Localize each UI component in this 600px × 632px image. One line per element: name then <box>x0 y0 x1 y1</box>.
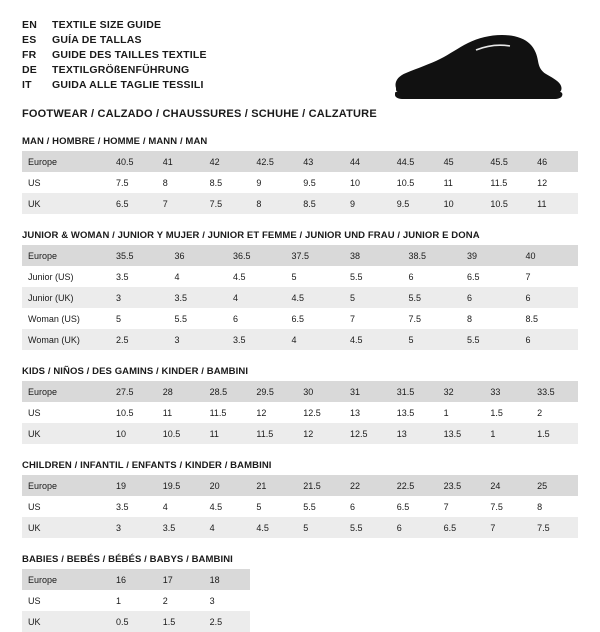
size-cell: 9 <box>344 193 391 214</box>
size-cell: 11 <box>531 193 578 214</box>
size-cell: 1.5 <box>157 611 204 632</box>
size-cell: 33 <box>484 381 531 402</box>
size-table <box>22 381 578 444</box>
size-cell: 1 <box>116 595 122 606</box>
size-cell: 32 <box>438 381 485 402</box>
size-cell: 7.5 <box>490 501 503 512</box>
size-cell: 6 <box>520 287 579 308</box>
size-cell: 19 <box>110 475 157 496</box>
size-cell <box>391 590 438 611</box>
language-row <box>22 33 207 47</box>
size-cell <box>391 569 438 590</box>
size-cell: 43 <box>297 151 344 172</box>
size-cell: 13.5 <box>438 423 485 444</box>
size-cell: 10.5 <box>484 193 531 214</box>
size-cell: 5 <box>116 313 122 324</box>
size-cell <box>484 611 531 632</box>
size-cell: 5.5 <box>403 287 462 308</box>
size-cell: 42 <box>204 151 251 172</box>
size-cell: 4.5 <box>344 329 403 350</box>
size-cell <box>344 590 391 611</box>
row-label: Europe <box>22 381 110 402</box>
row-label: US <box>28 407 41 418</box>
size-cell <box>297 590 344 611</box>
size-cell: 38 <box>344 245 403 266</box>
size-cell: 0.5 <box>110 611 157 632</box>
table-row <box>22 402 578 423</box>
language-code: ES <box>22 34 37 46</box>
size-cell: 3 <box>110 287 169 308</box>
size-group-title: MAN / HOMBRE / HOMME / MANN / MAN <box>22 136 208 147</box>
language-code: DE <box>22 64 37 76</box>
size-cell: 12 <box>256 407 267 418</box>
size-cell <box>438 590 485 611</box>
size-cell: 13 <box>349 407 360 418</box>
size-cell: 7 <box>157 193 204 214</box>
size-cell: 4 <box>204 517 251 538</box>
size-group <box>22 554 578 632</box>
size-cell: 21.5 <box>297 475 344 496</box>
size-cell: 36.5 <box>227 245 286 266</box>
size-cell: 6 <box>349 501 355 512</box>
size-cell: 4 <box>174 271 180 282</box>
size-cell: 40 <box>520 245 579 266</box>
row-label: US <box>28 501 41 512</box>
size-cell: 5 <box>297 517 344 538</box>
size-cell <box>531 569 578 590</box>
size-cell: 28 <box>157 381 204 402</box>
size-cell: 2 <box>537 407 543 418</box>
size-cell: 10 <box>110 423 157 444</box>
language-title-list <box>22 18 207 92</box>
size-cell: 7.5 <box>116 177 129 188</box>
size-cell <box>438 569 485 590</box>
size-cell: 10 <box>438 193 485 214</box>
size-group <box>22 136 578 214</box>
row-label: UK <box>22 423 110 444</box>
size-cell: 45.5 <box>484 151 531 172</box>
table-row <box>22 172 578 193</box>
size-cell: 3.5 <box>227 329 286 350</box>
size-cell: 5 <box>291 271 297 282</box>
size-cell: 41 <box>157 151 204 172</box>
size-group-title: BABIES / BEBÉS / BÉBÉS / BABYS / BAMBINI <box>22 554 233 565</box>
size-cell: 3 <box>110 517 157 538</box>
size-cell: 3.5 <box>116 501 129 512</box>
table-row <box>22 193 578 214</box>
size-cell: 6.5 <box>467 271 480 282</box>
table-row <box>22 423 578 444</box>
size-cell: 11 <box>204 423 251 444</box>
size-cell: 10 <box>349 177 360 188</box>
size-cell: 4 <box>286 329 345 350</box>
size-cell: 10.5 <box>396 177 415 188</box>
language-row <box>22 48 207 62</box>
size-cell: 10.5 <box>157 423 204 444</box>
size-cell: 5 <box>403 329 462 350</box>
row-label: Europe <box>22 569 110 590</box>
size-cell: 17 <box>157 569 204 590</box>
language-code: IT <box>22 79 32 91</box>
size-cell: 5.5 <box>174 313 188 324</box>
language-row <box>22 18 207 32</box>
table-row <box>22 329 578 350</box>
size-cell <box>391 611 438 632</box>
size-cell: 3 <box>209 595 215 606</box>
size-group-title: KIDS / NIÑOS / DES GAMINS / KINDER / BAMBINI <box>22 366 249 377</box>
language-code: FR <box>22 49 37 61</box>
size-cell: 7.5 <box>531 517 578 538</box>
size-cell: 46 <box>531 151 578 172</box>
size-cell: 6.5 <box>291 313 305 324</box>
size-cell: 44 <box>344 151 391 172</box>
size-cell: 31 <box>344 381 391 402</box>
row-label: Woman (UK) <box>22 329 110 350</box>
size-cell: 12 <box>297 423 344 444</box>
size-cell: 11 <box>162 407 173 418</box>
size-cell: 6.5 <box>110 193 157 214</box>
size-cell: 4.5 <box>209 501 223 512</box>
size-cell: 5 <box>256 501 262 512</box>
row-label: Europe <box>22 151 110 172</box>
size-cell: 11.5 <box>490 177 508 188</box>
table-row <box>22 517 578 538</box>
row-label: US <box>28 177 41 188</box>
table-row <box>22 266 578 287</box>
size-cell: 29.5 <box>250 381 297 402</box>
row-label: US <box>28 595 41 606</box>
language-title: GUÍA DE TALLAS <box>52 34 142 46</box>
table-row <box>22 496 578 517</box>
row-label: Woman (US) <box>28 313 80 324</box>
size-table <box>22 475 578 538</box>
size-table <box>22 569 578 632</box>
size-cell <box>250 611 297 632</box>
size-cell <box>344 611 391 632</box>
size-cell <box>250 569 297 590</box>
size-cell: 1.5 <box>531 423 578 444</box>
size-cell: 38.5 <box>403 245 462 266</box>
size-cell <box>484 590 531 611</box>
table-row <box>22 381 578 402</box>
row-label: Junior (US) <box>28 271 74 282</box>
size-cell: 7 <box>350 313 356 324</box>
size-cell: 12.5 <box>344 423 391 444</box>
size-cell: 23.5 <box>438 475 485 496</box>
row-label: Junior (UK) <box>22 287 110 308</box>
size-cell: 7.5 <box>408 313 422 324</box>
size-cell: 6 <box>408 271 414 282</box>
size-cell: 8.5 <box>525 313 539 324</box>
dress-shoe-icon <box>378 26 568 106</box>
size-cell: 1 <box>443 407 449 418</box>
size-cell: 21 <box>250 475 297 496</box>
size-cell: 33.5 <box>531 381 578 402</box>
size-cell: 25 <box>531 475 578 496</box>
size-cell: 3 <box>169 329 228 350</box>
size-cell: 9.5 <box>391 193 438 214</box>
size-cell: 45 <box>438 151 485 172</box>
size-group <box>22 460 578 538</box>
size-cell: 7 <box>443 501 449 512</box>
size-cell: 44.5 <box>391 151 438 172</box>
size-group <box>22 366 578 444</box>
size-group <box>22 230 578 350</box>
size-cell: 5 <box>344 287 403 308</box>
size-cell: 13.5 <box>396 407 415 418</box>
size-cell: 2.5 <box>204 611 251 632</box>
row-label: Europe <box>22 475 110 496</box>
size-cell: 8.5 <box>209 177 223 188</box>
size-cell: 8 <box>250 193 297 214</box>
language-row <box>22 63 207 77</box>
size-cell: 4 <box>227 287 286 308</box>
size-cell: 6 <box>391 517 438 538</box>
size-cell: 6 <box>233 313 239 324</box>
size-cell: 8 <box>537 501 543 512</box>
size-cell <box>531 611 578 632</box>
page-title: FOOTWEAR / CALZADO / CHAUSSURES / SCHUHE / CALZATURE <box>22 108 377 120</box>
size-cell: 4.5 <box>250 517 297 538</box>
page-header <box>22 18 578 92</box>
size-cell: 3.5 <box>157 517 204 538</box>
size-cell: 6 <box>461 287 520 308</box>
size-cell: 22 <box>344 475 391 496</box>
size-cell: 8 <box>467 313 473 324</box>
size-group-title: CHILDREN / INFANTIL / ENFANTS / KINDER / BAMBINI <box>22 460 272 471</box>
size-cell: 7.5 <box>204 193 251 214</box>
size-cell <box>438 611 485 632</box>
size-cell: 10.5 <box>116 407 134 418</box>
size-cell: 20 <box>204 475 251 496</box>
size-cell: 1.5 <box>490 407 503 418</box>
size-cell <box>531 590 578 611</box>
size-cell: 11 <box>443 177 453 188</box>
size-cell: 6.5 <box>438 517 485 538</box>
size-cell: 5.5 <box>344 517 391 538</box>
size-cell: 30 <box>297 381 344 402</box>
size-cell: 2.5 <box>110 329 169 350</box>
row-label: UK <box>22 611 110 632</box>
size-cell: 7 <box>525 271 531 282</box>
row-label: UK <box>22 193 110 214</box>
table-row <box>22 151 578 172</box>
size-cell <box>297 569 344 590</box>
size-cell: 35.5 <box>110 245 169 266</box>
size-cell: 42.5 <box>250 151 297 172</box>
size-cell: 7 <box>484 517 531 538</box>
size-cell: 5.5 <box>350 271 363 282</box>
size-cell: 11.5 <box>250 423 297 444</box>
size-cell: 4.5 <box>286 287 345 308</box>
size-cell: 13 <box>391 423 438 444</box>
size-cell: 4 <box>162 501 168 512</box>
size-cell: 12 <box>537 177 548 188</box>
size-cell: 39 <box>461 245 520 266</box>
language-title: TEXTILGRÖßENFÜHRUNG <box>52 64 190 76</box>
size-table <box>22 245 578 350</box>
size-cell: 1 <box>484 423 531 444</box>
size-cell: 6.5 <box>396 501 410 512</box>
size-cell: 19.5 <box>157 475 204 496</box>
size-cell: 8.5 <box>297 193 344 214</box>
size-cell <box>250 590 297 611</box>
size-cell: 24 <box>484 475 531 496</box>
language-row <box>22 78 207 92</box>
size-cell: 37.5 <box>286 245 345 266</box>
table-row <box>22 590 578 611</box>
table-row <box>22 308 578 329</box>
size-cell: 27.5 <box>110 381 157 402</box>
language-code: EN <box>22 19 37 31</box>
size-cell <box>344 569 391 590</box>
size-cell: 3.5 <box>116 271 129 282</box>
language-title: GUIDE DES TAILLES TEXTILE <box>52 49 207 61</box>
size-cell: 5.5 <box>461 329 520 350</box>
size-cell: 5.5 <box>303 501 316 512</box>
table-row <box>22 245 578 266</box>
size-cell: 16 <box>110 569 157 590</box>
row-label: UK <box>22 517 110 538</box>
size-cell: 36 <box>169 245 228 266</box>
size-cell: 28.5 <box>204 381 251 402</box>
size-cell: 31.5 <box>391 381 438 402</box>
table-row <box>22 475 578 496</box>
size-cell <box>297 611 344 632</box>
size-cell: 3.5 <box>169 287 228 308</box>
table-row <box>22 611 578 632</box>
size-cell: 9 <box>256 177 262 188</box>
size-cell: 9.5 <box>303 177 316 188</box>
row-label: Europe <box>22 245 110 266</box>
size-cell: 40.5 <box>110 151 157 172</box>
size-cell: 6 <box>520 329 579 350</box>
size-cell: 11.5 <box>209 407 227 418</box>
size-cell: 8 <box>162 177 168 188</box>
table-row <box>22 569 578 590</box>
size-cell <box>484 569 531 590</box>
size-table <box>22 151 578 214</box>
size-group-title: JUNIOR & WOMAN / JUNIOR Y MUJER / JUNIOR ET FEMME / JUNIOR UND FRAU / JUNIOR E DONA <box>22 230 480 241</box>
size-cell: 18 <box>204 569 251 590</box>
size-cell: 12.5 <box>303 407 321 418</box>
size-cell: 22.5 <box>391 475 438 496</box>
table-row <box>22 287 578 308</box>
size-tables <box>22 136 578 632</box>
language-title: TEXTILE SIZE GUIDE <box>52 19 162 31</box>
size-cell: 2 <box>162 595 168 606</box>
language-title: GUIDA ALLE TAGLIE TESSILI <box>52 79 204 91</box>
size-cell: 4.5 <box>233 271 246 282</box>
